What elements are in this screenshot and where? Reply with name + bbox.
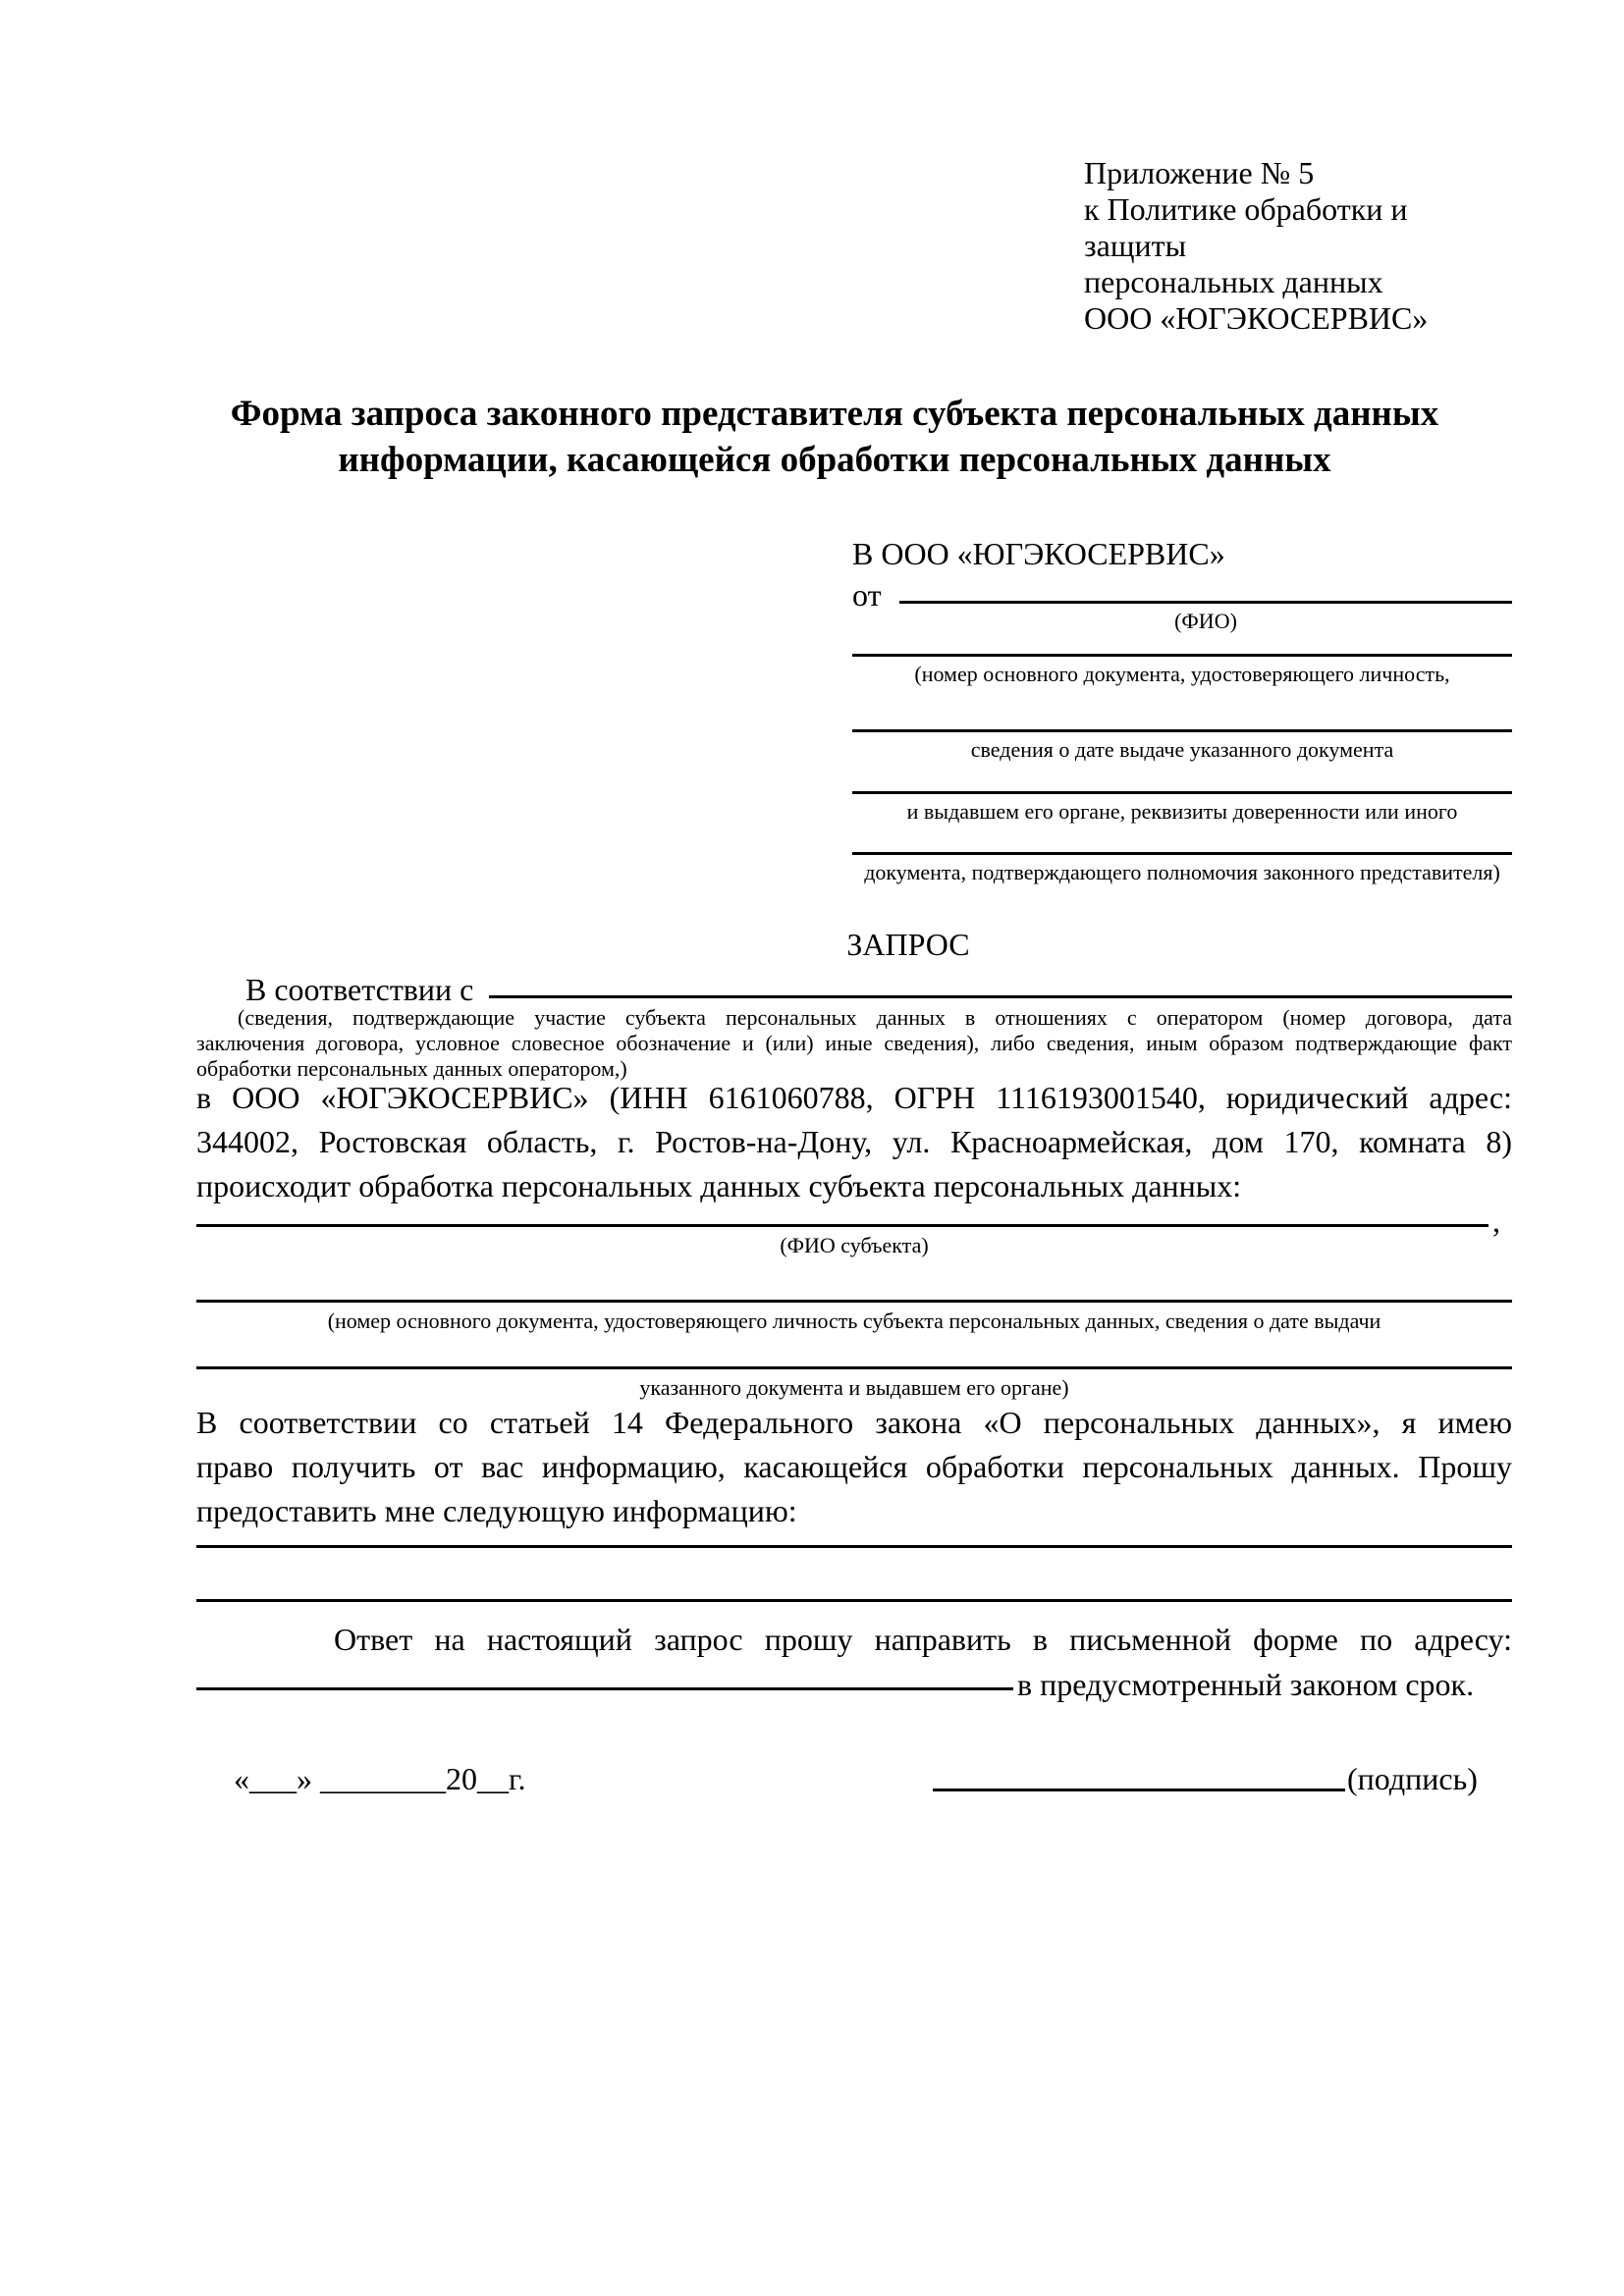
annex-line-3: персональных данных (1084, 264, 1383, 299)
note-line-1: (сведения, подтверждающие участие субъекта персональных данных в отношениях с оператором (номер договора, дата (238, 1005, 1512, 1030)
subject-doc-caption-2: указанного документа и выдавшем его органе) (639, 1375, 1069, 1400)
addressee-to: В ООО «ЮГЭКОСЕРВИС» (852, 536, 1225, 571)
law-line-1: В соответствии со статьей 14 Федерального закона «О персональных данных», я имею (196, 1405, 1512, 1440)
answer-tail: в предусмотренный законом срок. (1017, 1667, 1475, 1702)
doc-number-blank-line (852, 654, 1512, 657)
title-line-1: Форма запроса законного представителя субъекта персональных данных (230, 394, 1439, 434)
subject-doc-blank-line-1 (196, 1300, 1512, 1303)
doc-powers-caption: документа, подтверждающего полномочия законного представителя) (864, 860, 1500, 884)
answer-address-blank-line (196, 1687, 1013, 1690)
info-blank-line-2 (196, 1599, 1512, 1602)
subject-doc-caption-1: (номер основного документа, удостоверяющего личность субъекта персональных данных, сведения о дате выдачи (327, 1308, 1381, 1333)
operator-line-1: в ООО «ЮГЭКОСЕРВИС» (ИНН 6161060788, ОГРН 1116193001540, юридический адрес: (196, 1080, 1512, 1115)
subject-doc-blank-line-2 (196, 1366, 1512, 1369)
request-heading: ЗАПРОС (846, 927, 970, 962)
note-line-2: заключения договора, условное словесное обозначение и (или) иные сведения), либо сведения, иным образом подтверждающие факт (196, 1031, 1512, 1055)
fio-caption: (ФИО) (1174, 609, 1237, 633)
intro-label: В соответствии с (245, 972, 474, 1007)
subject-fio-comma: , (1492, 1203, 1500, 1239)
document-title (152, 391, 1517, 483)
info-blank-line-1 (196, 1545, 1512, 1548)
signature-caption: (подпись) (1347, 1761, 1478, 1796)
doc-powers-blank-line (852, 852, 1512, 855)
law-line-3: предоставить мне следующую информацию: (196, 1493, 797, 1528)
operator-line-3: происходит обработка персональных данных субъекта персональных данных: (196, 1168, 1242, 1203)
subject-fio-caption: (ФИО субъекта) (780, 1233, 929, 1257)
from-fio-blank-line (899, 601, 1512, 604)
doc-issue-date-caption: сведения о дате выдаче указанного документа (970, 737, 1394, 762)
intro-blank-line (489, 995, 1512, 998)
doc-authority-caption: и выдавшем его органе, реквизиты доверенности или иного (906, 799, 1458, 824)
addressee-from-label: от (852, 577, 882, 613)
doc-issue-date-blank-line (852, 729, 1512, 732)
subject-fio-blank-line (196, 1224, 1489, 1227)
operator-line-2: 344002, Ростовская область, г. Ростов-на-Дону, ул. Красноармейская, дом 170, комната 8) (196, 1124, 1512, 1159)
annex-line-4: ООО «ЮГЭКОСЕРВИС» (1084, 300, 1429, 336)
note-line-3: обработки персональных данных оператором,) (196, 1056, 627, 1081)
title-line-2: информации, касающейся обработки персональных данных (338, 440, 1331, 480)
annex-line-2: к Политике обработки и защиты (1084, 191, 1408, 263)
annex-line-1: Приложение № 5 (1084, 155, 1315, 190)
date-line: «___» ________20__г. (234, 1761, 526, 1796)
answer-line: Ответ на настоящий запрос прошу направить в письменной форме по адресу: (334, 1622, 1512, 1657)
signature-blank-line (933, 1789, 1345, 1791)
doc-number-caption: (номер основного документа, удостоверяющего личность, (914, 662, 1450, 686)
law-line-2: право получить от вас информацию, касающейся обработки персональных данных. Прошу (196, 1449, 1512, 1484)
doc-authority-blank-line (852, 791, 1512, 794)
annex-block (1084, 155, 1516, 337)
